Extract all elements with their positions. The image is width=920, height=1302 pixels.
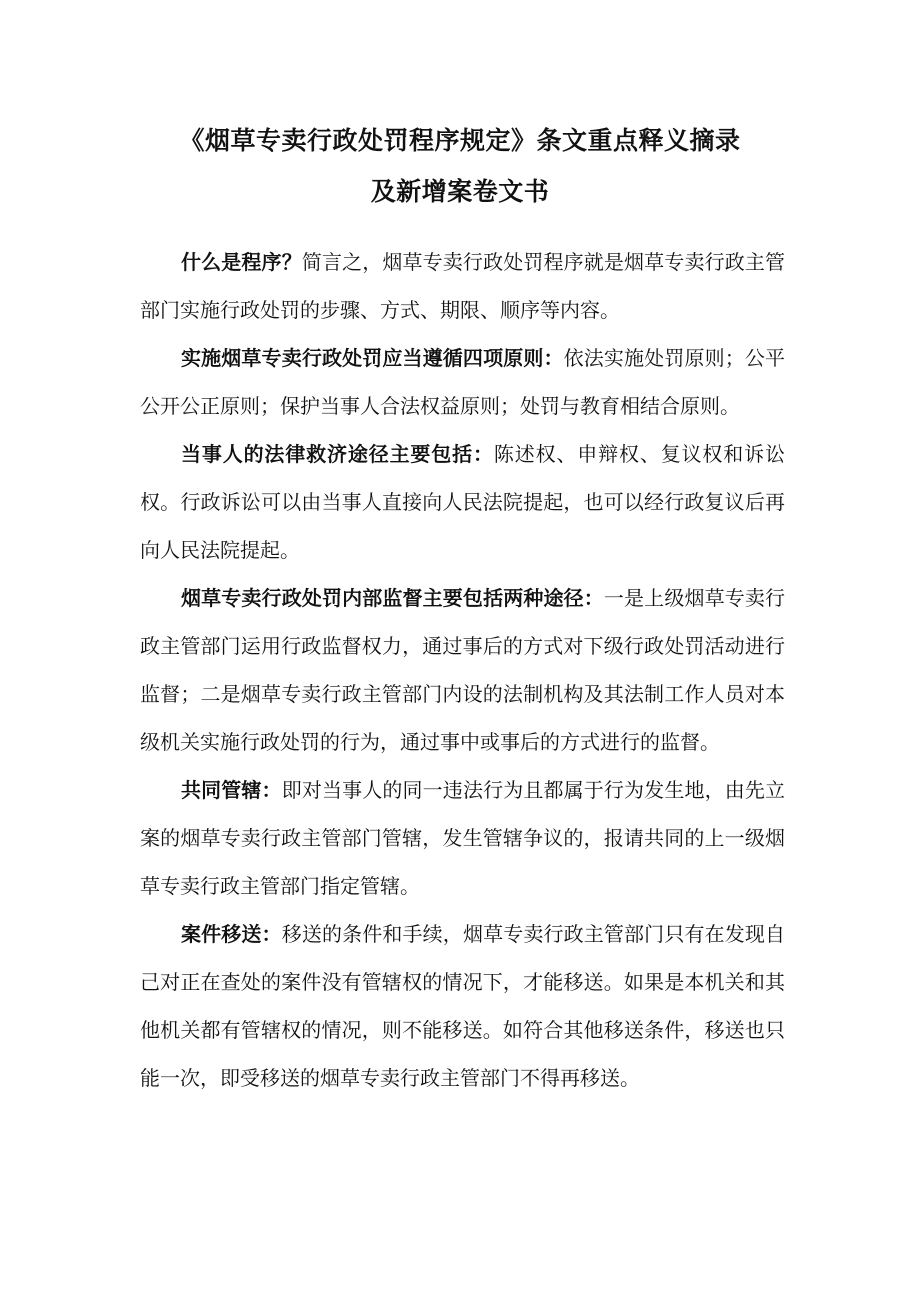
paragraph-procedure [140, 238, 785, 334]
paragraph-text: 陈述权、申辩权、复议权和诉讼权。行政诉讼可以由当事人直接向人民法院提起，也可以经行政复议后再向人民法院提起。 [140, 442, 786, 562]
paragraph-lead: 案件移送： [181, 922, 282, 946]
paragraph-joint-jurisdiction [140, 766, 785, 910]
paragraph-lead: 什么是程序？ [181, 250, 302, 274]
paragraph-internal-supervision [140, 574, 785, 766]
paragraph-text: 一是上级烟草专卖行政主管部门运用行政监督权力，通过事后的方式对下级行政处罚活动进行监督；二是烟草专卖行政主管部门内设的法制机构及其法制工作人员对本级机关实施行政处罚的行为，通过事中或事后的方式进行的监督。 [140, 586, 786, 754]
paragraph-lead: 实施烟草专卖行政处罚应当遵循四项原则： [181, 346, 564, 370]
document-title-line2: 及新增案卷文书 [370, 177, 550, 206]
paragraph-text: 依法实施处罚原则；公平公开公正原则；保护当事人合法权益原则；处罚与教育相结合原则。 [140, 346, 786, 418]
paragraph-text: 简言之，烟草专卖行政处罚程序就是烟草专卖行政主管部门实施行政处罚的步骤、方式、期限、顺序等内容。 [140, 250, 786, 322]
paragraph-case-transfer [140, 910, 785, 1102]
document-body [140, 238, 785, 1102]
paragraph-legal-remedies [140, 430, 785, 574]
paragraph-text: 即对当事人的同一违法行为且都属于行为发生地，由先立案的烟草专卖行政主管部门管辖，发生管辖争议的，报请共同的上一级烟草专卖行政主管部门指定管辖。 [140, 778, 786, 898]
paragraph-text: 移送的条件和手续，烟草专卖行政主管部门只有在发现自己对正在查处的案件没有管辖权的情况下，才能移送。如果是本机关和其他机关都有管辖权的情况，则不能移送。如符合其他移送条件，移送也只能一次，即受移送的烟草专卖行政主管部门不得再移送。 [140, 922, 786, 1090]
paragraph-lead: 当事人的法律救济途径主要包括： [181, 442, 494, 466]
paragraph-lead: 烟草专卖行政处罚内部监督主要包括两种途径： [181, 586, 604, 610]
document-title-line1: 《烟草专卖行政处罚程序规定》条文重点释义摘录 [179, 126, 741, 155]
paragraph-lead: 共同管辖： [181, 778, 282, 802]
paragraph-principles [140, 334, 785, 430]
